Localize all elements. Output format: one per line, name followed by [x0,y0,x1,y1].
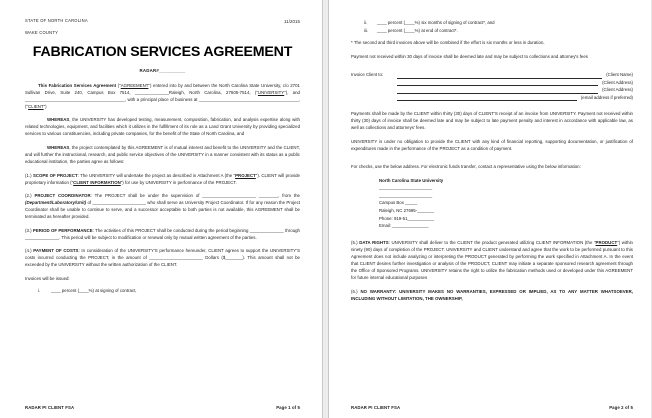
remit-line-1: ______________________ [379,185,433,191]
list-item [25,287,300,294]
page1-header [25,19,300,24]
client-address-note-1: (Client Address) [602,79,633,85]
document-page-1 [0,0,323,418]
document-page-2 [328,0,651,418]
invoice-item-marker: i. [38,287,41,293]
no-obligation-paragraph: UNIVERSITY is under no obligation to provide the CLIENT with any kind of financial reporting, supporting documentation, or justification of expenditures made in the performance of the PROJECT as a condition of payment. [351,138,633,151]
radar-number: RADAR#__________ [139,67,186,73]
invoice-client-row [351,79,633,86]
client-address-field-1[interactable] [397,80,598,86]
whereas-2-lead: WHEREAS [47,144,70,150]
invoice-client-row [351,94,633,101]
clause-1-scope-of-project: (1.) SCOPE OF PROJECT: The UNIVERSITY will undertake the project as described in Attachment A (the "PROJECT"). CLIENT will provide proprietary information ("CLIENT INFORMATION") for use by UNIVERSITY in performance of the PROJECT. [25,172,300,185]
remit-org: North Carolina State University [379,177,444,183]
term-product: PRODUCT [595,239,618,245]
clause-2-project-coordinator: (2.) PROJECT COORDINATOR: The PROJECT shall be under the supervision of ______________________ ________, from the (Department/Laboratory/Unit) of ______________________ who shall serve as University Project Coordinator. If for any reason the Project Coordinator shall be unable to continue to serve, and a successor acceptable to both parties is not available, this AGREEMENT shall be terminated as hereafter provided. [25,193,300,220]
county-line: WAKE COUNTY [25,30,59,35]
page-2-footer [351,405,633,410]
invoice-item-marker: iii. [364,27,369,33]
footer-left-text: RADAR PI CLIENT FSA [351,405,401,410]
term-client-information: CLIENT INFORMATION [73,179,121,185]
remit-city-state-zip: Raleigh, NC 27695-_______ [379,208,435,214]
department-placeholder: (Department/Laboratory/Unit) [25,200,87,206]
invoice-item-text: ____ percent (____%) six months of signing of contract*, and [377,20,495,25]
client-name-note: (Client Name) [606,72,633,78]
whereas-paragraph-2: WHEREAS, the project contemplated by this AGREEMENT is of mutual interest and benefit to the UNIVERSITY and the CLIENT, and will further the instructional, research, and public service objectives of the UNIVERSITY in a manner consistent with its status as a public educational institution, the parties agree as follows: [25,144,300,164]
client-address-note-2: (Client Address) [602,87,633,93]
remit-email: Email: _______________ [379,223,429,229]
clause-6-no-warranty: (6.) NO WARRANTY: UNIVERSITY MAKES NO WARRANTIES, EXPRESSED OR IMPLIED, AS TO ANY MATTER WHATSOEVER, INCLUDING WITHOUT LIMITATION, THE OWNERSHIP, [351,288,633,301]
clause-5-data-rights: (5.) DATA RIGHTS: UNIVERSITY shall deliver to the CLIENT the product generated utilizing CLIENT INFORMATION (the "PRODUCT") within ninety (90) days of completion of the PROJECT. UNIVERSITY and CLIENT understand and agree that the work to be performed pursuant to this Agreement does not include analyzing or interpreting the PRODUCT generated by performing the work specified in Attachment A. In the event that CLIENT desires further investigation or analysis of the PRODUCT, CLIENT may initiate a separate sponsored research agreement through the Office of Sponsored Programs. UNIVERSITY retains the right to utilize the fabrication methods used or developed under this AGREEMENT for future internal educational purposes [351,239,633,280]
clause-3-period-of-performance: (3.) PERIOD OF PERFORMANCE: The activities of this PROJECT shall be conducted during the period beginning ______________ through ______________. This period will be subject to modification or renewal only by mutual written agreement of the parties. [25,227,300,240]
whereas-1-lead: WHEREAS [47,117,70,123]
payments-paragraph: Payments shall be made by the CLIENT within thirty (30) days of CLIENT'S receipt of an invoice from UNIVERSITY. Payment not received within thirty (30) days of invoice shall be deemed late and may be subject to late payment penalty and interest in accordance with applicable law, as well as collections and attorneys' fees. [351,111,633,131]
term-client: CLIENT [28,103,44,109]
document-date: 11/2015 [284,19,300,24]
remit-phone: Phone: 919-51___________ [379,215,435,221]
footer-left-text: RADAR PI CLIENT FSA [25,405,75,410]
client-address-field-2[interactable] [397,88,598,94]
term-agreement: AGREEMENT [120,82,149,88]
clause-4-payment-of-costs: (4.) PAYMENT OF COSTS: In consideration of the UNIVERSITY'S performance hereunder, CLIENT agrees to support the UNIVERSITY'S costs incurred conducting the PROJECT, in the amount of ______________________ Dollars ($_______). This amount shall not be exceeded by the UNIVERSITY without the written authorization of the CLIENT. [25,248,300,268]
client-email-field[interactable] [397,95,577,101]
invoice-client-label: Invoice Client to: [351,72,384,78]
footnote-combined-invoices: * The second and third invoices above will be combined if the effort is six months or less in duration. [351,40,545,46]
intro-lead: This Fabrication Services Agreement [38,82,117,88]
page-number: Page 1 of 5 [276,405,300,410]
intro-paragraph: This Fabrication Services Agreement ("AGREEMENT") entered into by and between the North Carolina State University, c/o 2701 Sullivan Drive, Suite 240, Campus Box 7514, ______________Raleigh, North Carolina, 27605-7514, ("UNIVERSITY"), and _________________________________________, with a principal place of business at _________________________________________, ("CLIENT") [25,82,300,109]
list-item [351,27,633,34]
term-university: UNIVERSITY [257,89,285,95]
whereas-paragraph-1: WHEREAS, the UNIVERSITY has developed testing, measurement, composition, fabrication, and analysis expertise along with related technologies, equipment, and facilities which it utilizes in the fulfillment of its role as a Land Grant University by providing specialized services to various constituencies, including private companies, for the benefit of the State of North Carolina, and [25,117,300,137]
checks-instructions: For checks, use the below address. For electronic funds transfer, contact a representative using the below information: [351,164,581,170]
invoice-item-text: ____ percent (____%) at end of contract*. [377,27,458,33]
remit-campus-box: Campus Box _____ [379,200,418,206]
page-1-footer [25,405,300,410]
invoices-lead: Invoices will be issued: [25,275,70,281]
page-title: FABRICATION SERVICES AGREEMENT [32,43,293,60]
list-item [351,19,633,26]
invoice-item-text: ____ percent (____%) at signing of contract, [51,287,137,293]
page-number: Page 2 of 5 [609,405,633,410]
late-payment-note: Payment not received within 30 days of invoice shall be deemed late and may be subject to collections and attorney's fees [351,53,588,59]
invoice-item-marker: ii. [364,20,368,25]
remittance-address [379,177,633,230]
state-line: STATE OF NORTH CAROLINA [25,18,88,23]
invoice-client-row [351,71,633,78]
client-name-field[interactable] [397,73,602,79]
invoice-client-block [351,71,633,101]
client-email-note: (email address if preferred) [580,94,633,100]
remit-line-2: ______________________ [379,192,433,198]
invoice-client-row [351,86,633,93]
term-project: PROJECT [235,172,256,178]
